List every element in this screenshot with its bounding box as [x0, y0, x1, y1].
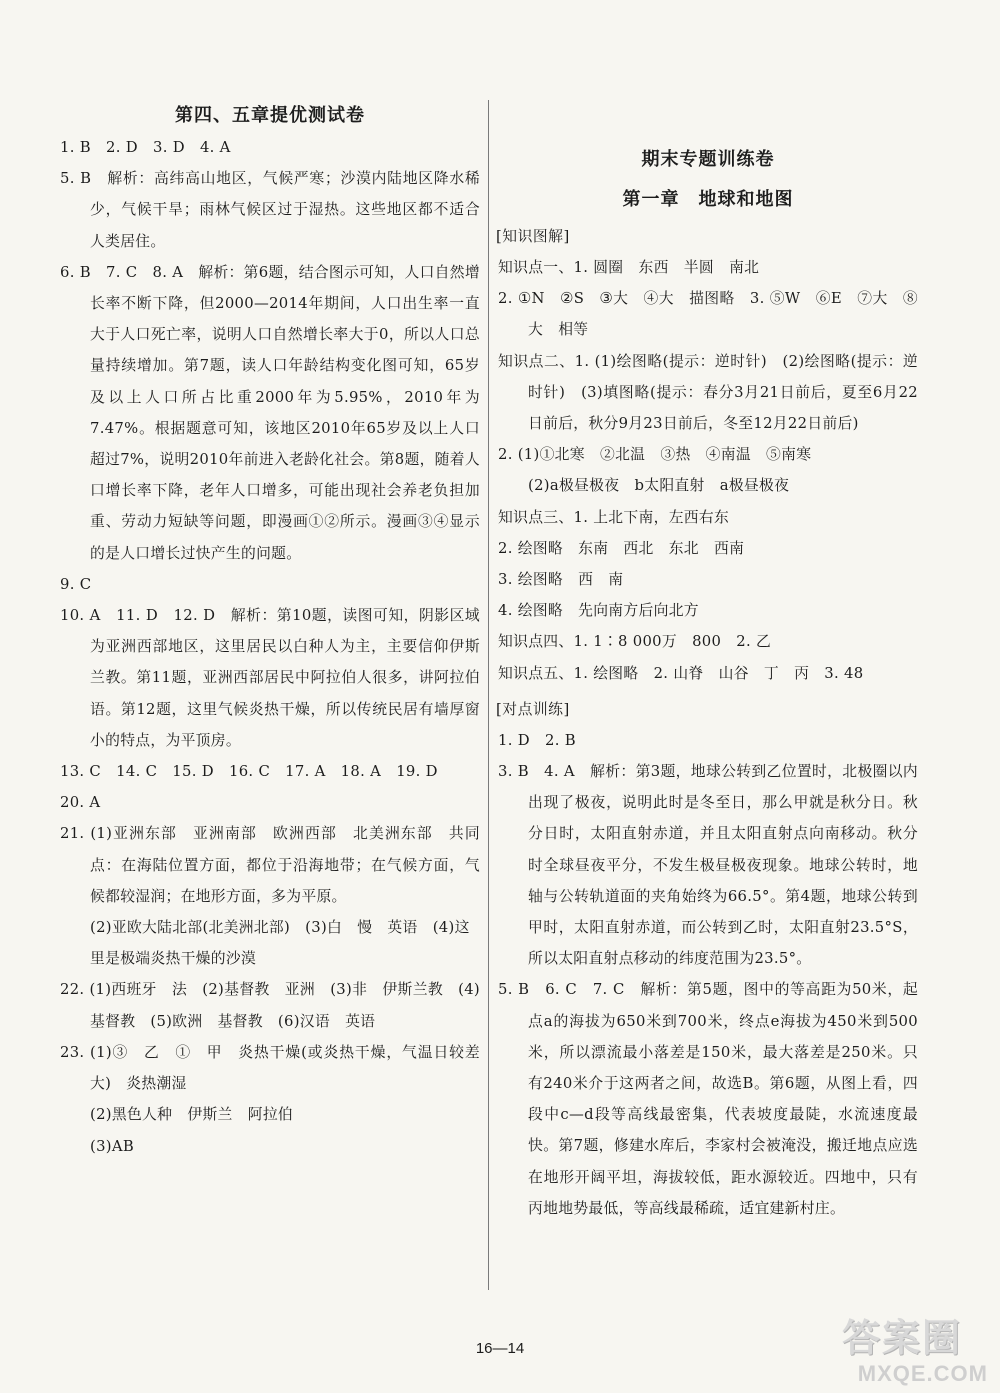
- answer-paragraph: 9. C: [60, 575, 92, 593]
- answer-paragraph: 10. A 11. D 12. D 解析：第10题，读图可知，阴影区域为亚洲西部地区，这里居民以白种人为主，主要信仰伊斯兰教。第11题，亚洲西部居民中阿拉伯人很多，讲阿拉伯语。第12题，这里气候炎热干燥，所以传统民居有墙厚窗小的特点，为平顶房。: [60, 607, 480, 749]
- answer-paragraph: 4. 绘图略 先向南方后向北方: [498, 602, 699, 620]
- answer-paragraph: 知识点四、1. 1∶8 000万 800 2. 乙: [498, 633, 772, 651]
- left-column: [60, 100, 480, 1162]
- watermark: [772, 1307, 992, 1387]
- answer-paragraph: 知识点二、1. (1)绘图略(提示：逆时针) (2)绘图略(提示：逆时针) (3)填图略(提示：春分3月21日前后，夏至6月22日前后，秋分9月23日前后，冬至12月22日前后): [498, 352, 918, 433]
- answer-paragraph: 1. D 2. B: [498, 731, 576, 749]
- answer-paragraph: 20. A: [60, 794, 101, 812]
- answer-paragraph: 3. B 4. A 解析：第3题，地球公转到乙位置时，北极圈以内出现了极夜，说明此时是冬至日，那么甲就是秋分日。秋分日时，太阳直射赤道，并且太阳直射点向南移动。秋分时全球昼夜平分，不发生极昼极夜现象。地球公转时，地轴与公转轨道面的夹角始终为66.5°。第4题，地球公转到甲时，太阳直射赤道，而公转到乙时，太阳直射23.5°S，所以太阳直射点移动的纬度范围为23.5°。: [498, 763, 918, 968]
- right-column: [498, 100, 918, 1224]
- answer-paragraph: 1. B 2. D 3. D 4. A: [60, 139, 231, 156]
- left-title: 第四、五章提优测试卷: [175, 105, 365, 126]
- answer-paragraph: 23. (1)③ 乙 ① 甲 炎热干燥(或炎热干燥，气温日较差大) 炎热潮湿: [60, 1043, 480, 1093]
- right-title: 期末专题训练卷: [641, 149, 775, 170]
- answer-continuation: (3)AB: [90, 1137, 135, 1155]
- answer-paragraph: 知识点三、1. 上北下南，左西右东: [498, 508, 730, 526]
- chapter-subtitle: 第一章 地球和地图: [622, 189, 794, 210]
- answer-continuation: (2)黑色人种 伊斯兰 阿拉伯: [90, 1106, 294, 1124]
- answer-paragraph: 2. 绘图略 东南 西北 东北 西南: [498, 539, 745, 557]
- section-label: [对点训练]: [496, 700, 570, 718]
- watermark-url: MXQE.COM: [857, 1361, 988, 1386]
- answer-paragraph: 5. B 6. C 7. C 解析：第5题，图中的等高距为50米，起点a的海拔为650米到700米，终点e海拔为450米到500米，所以漂流最小落差是150米，最大落差是250米。只有240米介于这两者之间，故选B。第6题，从图上看，四段中c—d段等高线最密集，代表坡度最陡，水流速度最快。第7题，修建水库后，李家村会被淹没，搬迁地点应选在地形开阔平坦，海拔较低，距水源较近。四地中，只有丙地地势最低，等高线最稀疏，适宜建新村庄。: [498, 981, 918, 1217]
- section-label: [知识图解]: [496, 228, 570, 245]
- column-divider: [488, 100, 489, 1290]
- answer-continuation: (2)a极昼极夜 b太阳直射 a极昼极夜: [528, 477, 790, 495]
- answer-paragraph: 知识点五、1. 绘图略 2. 山脊 山谷 丁 丙 3. 48: [498, 664, 864, 682]
- answer-paragraph: 21. (1)亚洲东部 亚洲南部 欧洲西部 北美洲东部 共同点：在海陆位置方面，都位于沿海地带；在气候方面，气候都较湿润；在地形方面，多为平原。: [60, 825, 480, 905]
- answer-paragraph: 知识点一、1. 圆圈 东西 半圆 南北: [498, 259, 760, 276]
- answer-continuation: (2)亚欧大陆北部(北美洲北部) (3)白 慢 英语 (4)这里是极端炎热干燥的沙漠: [90, 919, 470, 968]
- answer-paragraph: 5. B 解析：高纬高山地区，气候严寒；沙漠内陆地区降水稀少，气候干旱；雨林气候区过于湿热。这些地区都不适合人类居住。: [60, 170, 480, 250]
- watermark-logo: 答案圈: [841, 1316, 962, 1360]
- page-number: 16—14: [475, 1340, 525, 1357]
- answer-paragraph: 6. B 7. C 8. A 解析：第6题，结合图示可知，人口自然增长率不断下降，但2000—2014年期间，人口出生率一直大于人口死亡率，说明人口自然增长率大于0，所以人口总量持续增加。第7题，读人口年龄结构变化图可知，65岁及以上人口所占比重2000年为5.95%，2010年为7.47%。根据题意可知，该地区2010年65岁及以上人口超过7%，说明2010年前进入老龄化社会。第8题，随着人口增长率下降，老年人口增多，可能出现社会养老负担加重、劳动力短缺等问题，即漫画①②所示。漫画③④显示的是人口增长过快产生的问题。: [60, 263, 480, 562]
- answer-paragraph: 2. (1)①北寒 ②北温 ③热 ④南温 ⑤南寒: [498, 446, 812, 464]
- answer-paragraph: 2. ①N ②S ③大 ④大 描图略 3. ⑤W ⑥E ⑦大 ⑧大 相等: [498, 290, 918, 339]
- answer-paragraph: 3. 绘图略 西 南: [498, 571, 624, 589]
- answer-paragraph: 13. C 14. C 15. D 16. C 17. A 18. A 19. D: [60, 763, 438, 781]
- answer-paragraph: 22. (1)西班牙 法 (2)基督教 亚洲 (3)非 伊斯兰教 (4)基督教 (5)欧洲 基督教 (6)汉语 英语: [60, 981, 480, 1030]
